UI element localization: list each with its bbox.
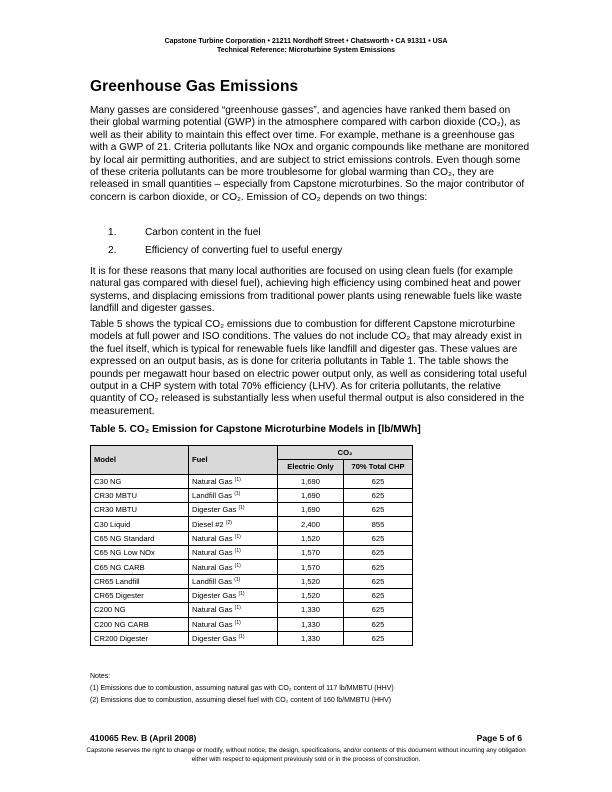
footnote-marker: (2) [225,519,232,526]
cell-model-text: C65 NG CARB [94,562,145,572]
table-row [91,517,413,531]
table-row [91,603,413,617]
paragraph-clean-fuels: It is for these reasons that many local authorities are focused on using clean fuels (for example natural gas compared with diesel fuel), achieving high efficiency using combined heat and power systems, and displacing emissions from traditional power plants using renewable fuels like waste landfill and digester gasses. [90,266,522,315]
cell-fuel [189,474,278,488]
cell-electric-only-text: 1,520 [300,576,320,586]
cell-total-chp-text: 625 [371,576,385,586]
cell-model [91,574,189,588]
header-model: Model [91,446,189,475]
cell-model-text: C65 NG Low NOx [94,548,155,558]
cell-fuel [189,531,278,545]
cell-fuel [189,560,278,574]
cell-model-text: C30 Liquid [94,519,131,529]
cell-total-chp [344,531,413,545]
page-title: Greenhouse Gas Emissions [90,78,299,95]
cell-electric-only [278,503,344,517]
cell-total-chp [344,503,413,517]
cell-model-text: CR30 MBTU [94,491,138,501]
cell-model-text: CR65 Landfill [94,576,140,586]
header-fuel: Fuel [189,446,278,475]
table-body [91,474,413,646]
cell-total-chp [344,631,413,645]
table-row [91,574,413,588]
note-item: (2) Emissions due to combustion, assuming diesel fuel with CO₂ content of 160 lb/MMBTU (HHV) [90,696,392,704]
cell-total-chp [344,488,413,502]
cell-total-chp [344,588,413,602]
footnote-marker: (1) [234,605,241,612]
table-row [91,503,413,517]
cell-fuel [189,603,278,617]
cell-electric-only [278,517,344,531]
cell-model-text: CR65 Digester [94,591,144,601]
cell-model-text: CR200 Digester [94,634,149,643]
cell-fuel [189,517,278,531]
cell-fuel [189,631,278,645]
cell-electric-only-text: 1,330 [300,605,320,615]
footnote-marker: (1) [234,562,241,569]
table-row [91,617,413,631]
cell-fuel-text: Landfill Gas [192,576,233,586]
cell-total-chp-text: 625 [371,634,385,643]
header-reference-line: Technical Reference: Microturbine System Emissions [216,47,396,54]
cell-model-text: C65 NG Standard [94,533,155,543]
footer-disclaimer: Capstone reserves the right to change or modify, without notice, the design, specifications, and/or contents of this document without incurring any obligation either with respect to equipment previously sold or in the process of construction. [86,747,526,763]
list-item [90,227,530,245]
list-item-number: 1. [108,227,117,238]
cell-model [91,474,189,488]
cell-model [91,503,189,517]
footnote-marker: (1) [234,576,241,583]
co2-emission-table [90,445,413,646]
footnote-marker: (1) [238,591,245,598]
cell-model [91,488,189,502]
cell-fuel-text: Natural Gas [192,548,233,558]
cell-fuel [189,588,278,602]
cell-fuel-text: Natural Gas [192,476,233,486]
footnote-marker: (1) [238,634,245,640]
cell-fuel [189,574,278,588]
table-caption: Table 5. CO₂ Emission for Capstone Microturbine Models in [lb/MWh] [90,424,421,435]
paragraph-table-description: Table 5 shows the typical CO₂ emissions due to combustion for different Capstone microturbine models at full power and ISO conditions. The values do not include CO₂ that may already exist in the fuel itself, which is typical for renewable fuels like landfill and digester gas. These values are expressed on an output basis, as is done for criteria pollutants in Table 1. The table shows the pounds per megawatt hour based on electric power output only, as well as considering total useful output in a CHP system with total 70% efficiency (LHV). As for criteria pollutants, the relative quantity of CO₂ released is substantially less when useful thermal output is also considered in the measurement. [90,319,527,417]
cell-electric-only [278,546,344,560]
cell-model [91,531,189,545]
cell-total-chp-text: 625 [371,533,385,543]
cell-model-text: C200 NG CARB [94,619,149,629]
table-header-row [91,446,413,460]
table-row [91,531,413,545]
cell-fuel-text: Digester Gas [192,634,237,643]
cell-model [91,546,189,560]
header-total-chp: 70% Total CHP [344,460,413,474]
cell-total-chp-text: 625 [371,619,385,629]
cell-electric-only [278,488,344,502]
header-co2: CO₂ [278,446,413,460]
list-item-number: 2. [108,245,117,256]
cell-total-chp-text: 855 [371,519,385,529]
cell-electric-only-text: 1,330 [300,634,320,643]
cell-total-chp-text: 625 [371,605,385,615]
cell-electric-only [278,588,344,602]
cell-total-chp-text: 625 [371,491,385,501]
cell-electric-only [278,603,344,617]
footer-doc-id: 410065 Rev. B (April 2008) [90,733,197,743]
cell-electric-only [278,617,344,631]
cell-total-chp [344,603,413,617]
cell-electric-only-text: 1,520 [300,533,320,543]
cell-electric-only-text: 1,690 [300,491,320,501]
cell-total-chp-text: 625 [371,548,385,558]
cell-fuel-text: Natural Gas [192,619,233,629]
cell-total-chp [344,546,413,560]
cell-fuel-text: Digester Gas [192,591,237,601]
footnote-marker: (1) [234,476,241,483]
footnote-marker: (1) [234,491,241,498]
footnote-marker: (1) [238,505,245,512]
cell-electric-only [278,531,344,545]
cell-model [91,617,189,631]
cell-electric-only-text: 1,330 [300,619,320,629]
footer-page-number: Page 5 of 6 [476,733,522,743]
co2-factors-list [90,227,530,263]
cell-model [91,603,189,617]
cell-fuel [189,503,278,517]
cell-electric-only [278,560,344,574]
cell-model [91,560,189,574]
cell-fuel-text: Natural Gas [192,605,233,615]
cell-electric-only [278,574,344,588]
list-item [90,245,530,263]
cell-electric-only-text: 1,570 [300,562,320,572]
table-row [91,474,413,488]
table-row [91,560,413,574]
cell-fuel [189,546,278,560]
cell-total-chp [344,617,413,631]
cell-electric-only-text: 1,520 [300,591,320,601]
note-item: (1) Emissions due to combustion, assuming natural gas with CO₂ content of 117 lb/MMBTU (HHV) [90,684,394,692]
table-row [91,546,413,560]
cell-electric-only [278,631,344,645]
cell-total-chp-text: 625 [371,505,385,515]
cell-model-text: C30 NG [94,476,122,486]
notes-title: Notes: [90,673,111,680]
cell-model [91,631,189,645]
cell-electric-only-text: 2,400 [300,519,320,529]
cell-model-text: C200 NG [94,605,126,615]
cell-total-chp [344,517,413,531]
cell-model [91,588,189,602]
cell-fuel-text: Natural Gas [192,533,233,543]
cell-electric-only-text: 1,690 [300,505,320,515]
header-electric-only: Electric Only [278,460,344,474]
cell-model [91,517,189,531]
list-item-text: Carbon content in the fuel [145,227,261,238]
cell-total-chp [344,474,413,488]
cell-fuel [189,488,278,502]
table-row [91,488,413,502]
cell-fuel-text: Digester Gas [192,505,237,515]
cell-fuel-text: Landfill Gas [192,491,233,501]
cell-electric-only [278,474,344,488]
list-item-text: Efficiency of converting fuel to useful energy [145,245,343,256]
cell-model-text: CR30 MBTU [94,505,138,515]
cell-fuel-text: Natural Gas [192,562,233,572]
cell-fuel [189,617,278,631]
footnote-marker: (1) [234,533,241,540]
notes [90,671,394,706]
cell-electric-only-text: 1,690 [300,476,320,486]
cell-fuel-text: Diesel #2 [192,519,224,529]
cell-total-chp-text: 625 [371,591,385,601]
cell-total-chp [344,574,413,588]
header-company-line: Capstone Turbine Corporation • 21211 Nordhoff Street • Chatsworth • CA 91311 • USA [164,38,448,45]
cell-electric-only-text: 1,570 [300,548,320,558]
table-row [91,631,413,645]
footnote-marker: (1) [234,619,241,626]
footnote-marker: (1) [234,548,241,555]
cell-total-chp [344,560,413,574]
cell-total-chp-text: 625 [371,476,385,486]
table-row [91,588,413,602]
cell-total-chp-text: 625 [371,562,385,572]
paragraph-intro: Many gasses are considered “greenhouse gasses”, and agencies have ranked them based on their global warming potential (GWP) in the atmosphere compared with carbon dioxide (CO₂), as well as their ability to maintain this effect over time. For example, methane is a greenhouse gas with a GWP of 21. Criteria pollutants like NOx and organic compounds like methane are monitored by local air permitting authorities, and are subject to strict emissions controls. Even though some of these criteria pollutants can be more troublesome for global warming than CO₂, they are released in small quantities – especially from Capstone microturbines. So the major contributor of concern is carbon dioxide, or CO₂. Emission of CO₂ depends on two things: [90,105,530,203]
